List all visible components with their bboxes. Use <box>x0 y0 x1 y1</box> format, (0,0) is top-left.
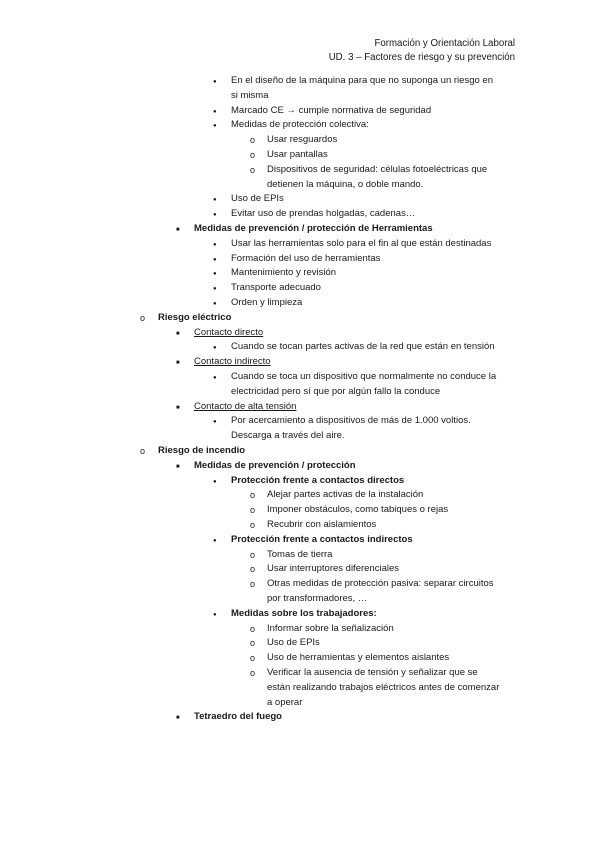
list-item: Otras medidas de protección pasiva: separar circuitos <box>267 578 494 590</box>
list-item: Medidas de prevención / protección <box>194 459 356 471</box>
dot-bullet-icon <box>213 370 217 385</box>
circle-bullet-icon <box>250 651 255 666</box>
list-item: Riesgo de incendio <box>158 445 246 456</box>
list-item: Marcado CE → cumple normativa de seguridad <box>231 104 432 116</box>
dot-bullet-icon <box>213 207 217 222</box>
circle-bullet-icon <box>250 148 255 163</box>
list-item: Usar las herramientas solo para el fin al que están destinadas <box>231 237 492 249</box>
square-bullet-icon <box>176 326 180 341</box>
list-item: Transporte adecuado <box>231 282 321 294</box>
square-bullet-icon <box>176 459 180 474</box>
list-item: Cuando se tocan partes activas de la red que están en tensión <box>231 341 495 353</box>
list-item-continuation: Descarga a través del aire. <box>231 430 345 442</box>
list-item: En el diseño de la máquina para que no suponga un riesgo en <box>231 75 493 86</box>
list-item: Mantenimiento y revisión <box>231 267 337 279</box>
square-bullet-icon <box>176 355 180 370</box>
list-item: Contacto indirecto <box>194 356 271 368</box>
list-item: Uso de herramientas y elementos aislantes <box>267 652 450 664</box>
list-item: Orden y limpieza <box>231 297 303 308</box>
list-item: Tetraedro del fuego <box>194 711 282 723</box>
circle-bullet-icon <box>250 622 255 637</box>
dot-bullet-icon <box>213 533 217 548</box>
list-item: Usar interruptores diferenciales <box>267 563 400 575</box>
list-item: Medidas de prevención / protección de Herramientas <box>194 223 433 234</box>
list-item: Verificar la ausencia de tensión y señalizar que se <box>267 667 478 678</box>
list-item: Usar resguardos <box>267 134 338 146</box>
square-bullet-icon <box>176 710 180 725</box>
list-item: Dispositivos de seguridad: células fotoeléctricas que <box>267 163 488 175</box>
circle-bullet-icon <box>140 311 145 326</box>
list-item: Informar sobre la señalización <box>267 622 394 634</box>
list-item-continuation: están realizando trabajos eléctricos antes de comenzar <box>267 681 500 693</box>
list-item-continuation: electricidad pero sí que por algún fallo la conduce <box>231 385 441 397</box>
dot-bullet-icon <box>213 118 217 133</box>
list-item: Contacto directo <box>194 326 264 338</box>
list-item: Recubrir con aislamientos <box>267 519 377 530</box>
list-item-continuation: por transformadores, … <box>267 593 368 604</box>
header-subject: Formación y Orientación Laboral <box>374 38 515 49</box>
dot-bullet-icon <box>213 340 217 355</box>
circle-bullet-icon <box>250 503 255 518</box>
circle-bullet-icon <box>250 163 255 178</box>
list-item: Tomas de tierra <box>267 548 333 560</box>
circle-bullet-icon <box>250 666 255 681</box>
list-item: Formación del uso de herramientas <box>231 252 381 264</box>
dot-bullet-icon <box>213 607 217 622</box>
circle-bullet-icon <box>250 133 255 148</box>
circle-bullet-icon <box>250 548 255 563</box>
dot-bullet-icon <box>213 104 217 119</box>
dot-bullet-icon <box>213 252 217 267</box>
page-header <box>329 37 515 65</box>
list-item: Usar pantallas <box>267 149 328 160</box>
dot-bullet-icon <box>213 74 217 89</box>
list-item-continuation: a operar <box>267 696 303 708</box>
list-item: Medidas sobre los trabajadores: <box>231 607 377 619</box>
header-unit: UD. 3 – Factores de riesgo y su prevención <box>328 52 515 63</box>
dot-bullet-icon <box>213 281 217 296</box>
list-item: Contacto de alta tensión <box>194 400 297 412</box>
circle-bullet-icon <box>250 636 255 651</box>
list-item: Riesgo eléctrico <box>158 311 232 323</box>
circle-bullet-icon <box>140 444 145 459</box>
list-item-continuation: detienen la máquina, o doble mando. <box>267 178 424 190</box>
list-item: Uso de EPIs <box>267 637 320 649</box>
list-item-continuation: si misma <box>231 89 269 101</box>
square-bullet-icon <box>176 400 180 415</box>
dot-bullet-icon <box>213 237 217 252</box>
dot-bullet-icon <box>213 414 217 429</box>
circle-bullet-icon <box>250 577 255 592</box>
list-item: Uso de EPIs <box>231 193 284 205</box>
list-item: Imponer obstáculos, como tabiques o rejas <box>267 504 449 516</box>
list-item: Protección frente a contactos directos <box>231 474 405 486</box>
circle-bullet-icon <box>250 488 255 503</box>
list-item: Medidas de protección colectiva: <box>231 119 369 131</box>
list-item: Cuando se toca un dispositivo que normalmente no conduce la <box>231 371 497 382</box>
dot-bullet-icon <box>213 474 217 489</box>
circle-bullet-icon <box>250 518 255 533</box>
square-bullet-icon <box>176 222 180 237</box>
dot-bullet-icon <box>213 296 217 311</box>
list-item: Alejar partes activas de la instalación <box>267 489 424 501</box>
dot-bullet-icon <box>213 192 217 207</box>
list-item: Protección frente a contactos indirectos <box>231 533 413 545</box>
list-item: Por acercamiento a dispositivos de más de 1.000 voltios. <box>231 415 471 427</box>
list-item: Evitar uso de prendas holgadas, cadenas… <box>231 208 416 220</box>
circle-bullet-icon <box>250 562 255 577</box>
dot-bullet-icon <box>213 266 217 281</box>
